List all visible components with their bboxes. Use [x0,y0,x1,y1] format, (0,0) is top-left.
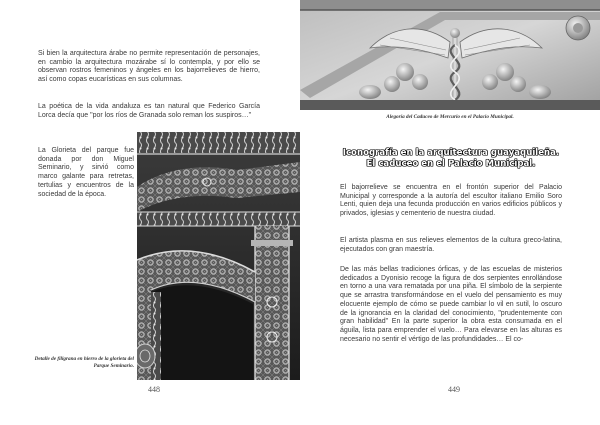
left-paragraph-1: Si bien la arquitectura árabe no permite representación de personajes, en cambio la arquitectura mozárabe sí lo contempla, y por ello se observan rostros femeninos y ángeles en los bajorrelieves de hierro, así como copas eucarísticas en sus columnas. [38,50,260,84]
right-paragraph-3: De las más bellas tradiciones órficas, y de las escuelas de misterios dedicados a Dyonisio recoge la figura de dos serpientes enrollándose en torno a una vara rematada por una piña. El símbolo de la serpiente que se arrastra transformándose en el vuelo del pensamiento es muy elocuente ejemplo de cómo se puede cambiar lo vil en sutil, lo oscuro de la ignorancia en la claridad del conocimiento, "prudentemente con gran habilidad" En la parte superior la obra esta consumada en el águila, lista para emprender el vuelo… Para elevarse en las alturas es necesario no sentir el vértigo de las profundidades… El co- [340,266,562,343]
heading-line-1: Iconografía en la arquitectura guayaquileña. [342,148,560,158]
left-paragraph-2: La poética de la vida andaluza es tan natural que Federico García Lorca decía que "por los ríos de Granada solo reman los suspiros…" [38,103,260,119]
heading-line-2: El caduceo en el Palacio Municipal. [366,158,536,169]
caduceus-relief-photo [300,0,600,110]
right-page [300,0,600,425]
right-paragraph-2: El artista plasma en sus relieves elementos de la cultura greco-latina, ejecutados con gran maestría. [340,237,562,253]
right-page-number: 449 [448,385,460,394]
right-photo-caption: Alegoría del Caduceo de Mercurio en el Palacio Municipal. [386,114,514,120]
left-photo-caption: Detalle de filigrana en hierro de la glorieta del Parque Seminario. [34,356,134,369]
left-paragraph-3: La Glorieta del parque fue donada por don Miguel Seminario, y sirvió como marco galante para retretas, tertulias y encuentros de la sociedad de la época. [38,147,134,198]
left-page-number: 448 [148,385,160,394]
section-heading [340,148,562,169]
right-paragraph-1: El bajorrelieve se encuentra en el frontón superior del Palacio Municipal y corresponde a la autoría del escultor italiano Emilio Soro Lenti, quien deja una fecunda producción en varios edificios públicos y privados, iglesias y cementerio de nuestra ciudad. [340,184,562,218]
iron-filigree-photo [137,132,300,380]
